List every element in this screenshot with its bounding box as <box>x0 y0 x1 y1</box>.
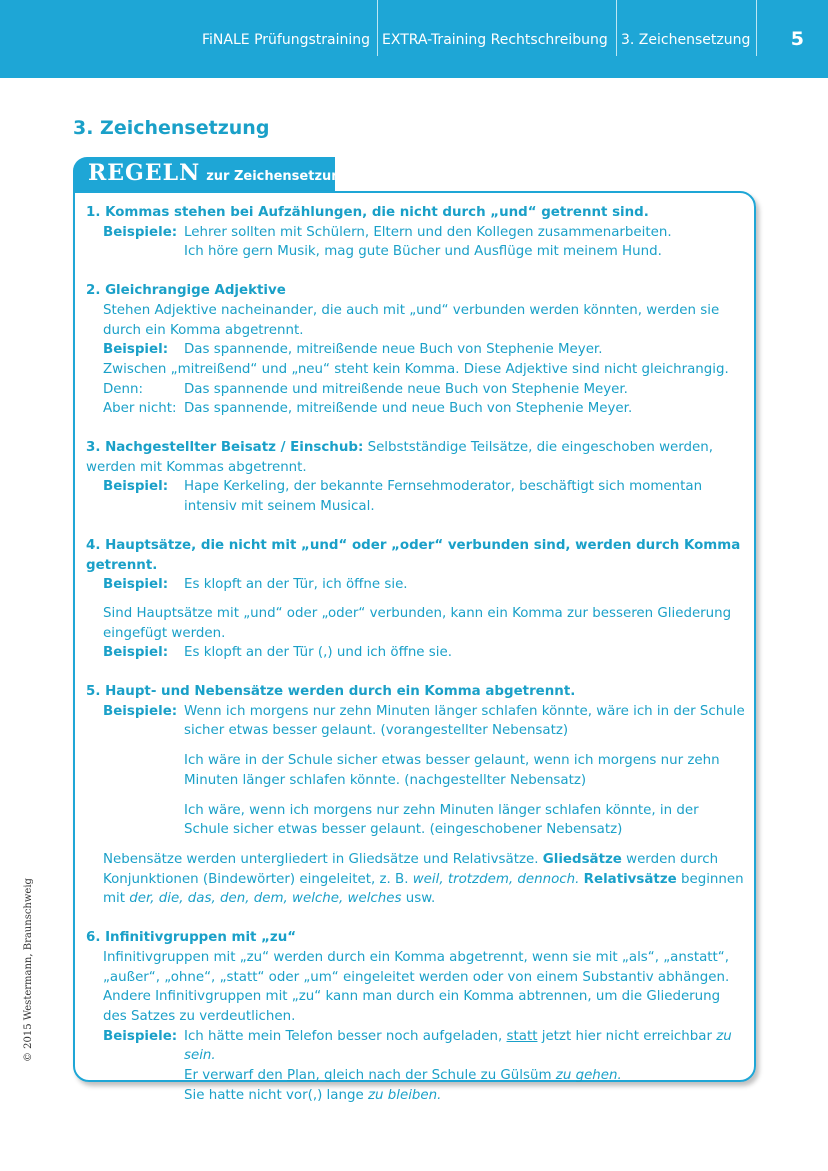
example-label: Beispiel: <box>103 577 169 593</box>
header-separator <box>377 0 378 56</box>
example-text: Hape Kerkeling, der bekannte Fernsehmoderator, beschäftigt sich momentan intensiv mit seinem Musical. <box>184 479 703 515</box>
rule-heading: 5. Haupt- und Nebensätze werden durch ein Komma abgetrennt. <box>86 684 576 700</box>
page-title: 3. Zeichensetzung <box>73 117 270 139</box>
rule-3 <box>86 438 746 517</box>
copyright-notice: © 2015 Westermann, Braunschweig <box>23 878 34 1062</box>
example-label: Aber nicht: <box>103 401 177 417</box>
page-number: 5 <box>790 28 804 50</box>
rules-tab-title: REGELN <box>88 160 201 186</box>
example-label: Beispiel: <box>103 645 169 661</box>
rules-tab-subtitle: zur Zeichensetzung <box>206 169 350 184</box>
rule-4 <box>86 536 746 663</box>
rule-paragraph: Stehen Adjektive nacheinander, die auch mit „und“ verbunden werden könnten, werden sie durch ein Komma abgetrennt. <box>103 302 720 338</box>
rule-paragraph: Infinitivgruppen mit „zu“ werden durch ein Komma abgetrennt, wenn sie mit „als“, „anstatt“, „außer“, „ohne“, „statt“ oder „um“ eingeleitet werden oder von einem Substantiv abhängen. <box>103 949 730 985</box>
header-series: FiNALE Prüfungstraining <box>202 32 370 48</box>
header-bar <box>0 0 828 78</box>
header-chapter: 3. Zeichensetzung <box>621 32 751 48</box>
rule-6 <box>86 928 746 1105</box>
rule-5 <box>86 682 746 909</box>
example-text: Es klopft an der Tür (,) und ich öffne sie. <box>184 645 452 661</box>
rule-2 <box>86 281 746 419</box>
example-text: Sie hatte nicht vor(,) lange zu bleiben. <box>184 1087 442 1103</box>
example-label: Beispiele: <box>103 1028 178 1044</box>
rules-content <box>86 203 746 1105</box>
rules-tab <box>73 157 350 191</box>
example-text: Ich hätte mein Telefon besser noch aufgeladen, statt jetzt hier nicht erreichbar zu sein. <box>184 1028 732 1064</box>
example-label: Beispiele: <box>103 224 178 240</box>
rule-heading: 4. Hauptsätze, die nicht mit „und“ oder „oder“ verbunden sind, werden durch Komma getrennt. <box>86 537 741 573</box>
example-text: Lehrer sollten mit Schülern, Eltern und den Kollegen zusammenarbeiten. <box>184 224 672 240</box>
header-book: EXTRA-Training Rechtschreibung <box>382 32 608 48</box>
example-label: Beispiele: <box>103 703 178 719</box>
example-text: Ich wäre in der Schule sicher etwas besser gelaunt, wenn ich morgens nur zehn Minuten länger schlafen könnte. (nachgestellter Nebensatz) <box>184 753 720 788</box>
rule-text: Selbstständige Teilsätze, die eingeschoben werden, werden mit Kommas abgetrennt. <box>86 440 714 475</box>
header-separator <box>616 0 617 56</box>
example-text: Es klopft an der Tür, ich öffne sie. <box>184 577 408 593</box>
example-text: Ich wäre, wenn ich morgens nur zehn Minuten länger schlafen könnte, in der Schule sicher etwas besser gelaunt. (eingeschobener Nebensatz) <box>184 802 699 838</box>
rule-heading: 3. Nachgestellter Beisatz / Einschub: <box>86 440 364 456</box>
rule-note: Zwischen „mitreißend“ und „neu“ steht kein Komma. Diese Adjektive sind nicht gleichrangig. <box>103 361 729 377</box>
example-text: Wenn ich morgens nur zehn Minuten länger schlafen könnte, wäre ich in der Schule sicher etwas besser gelaunt. (vorangestellter Nebensatz) <box>184 703 745 739</box>
rule-paragraph: Sind Hauptsätze mit „und“ oder „oder“ verbunden, kann ein Komma zur besseren Gliederung eingefügt werden. <box>103 605 732 641</box>
example-label: Beispiel: <box>103 479 169 495</box>
example-text: Das spannende und mitreißende neue Buch von Stephenie Meyer. <box>184 381 628 397</box>
example-label: Beispiel: <box>103 342 169 358</box>
rule-paragraph <box>86 438 746 477</box>
rule-paragraph: Nebensätze werden untergliedert in Gliedsätze und Relativsätze. Gliedsätze werden durch Konjunktionen (Bindewörter) eingeleitet, z. B. weil, trotzdem, dennoch. Relativsätze beginnen mit der, die, das, den, dem, welche, welches usw. <box>103 851 744 907</box>
header-separator <box>756 0 757 56</box>
example-text: Das spannende, mitreißende neue Buch von Stephenie Meyer. <box>184 342 603 358</box>
example-text: Ich höre gern Musik, mag gute Bücher und Ausflüge mit meinem Hund. <box>184 244 662 260</box>
rule-heading: 1. Kommas stehen bei Aufzählungen, die nicht durch „und“ getrennt sind. <box>86 205 649 220</box>
rule-paragraph: Andere Infinitivgruppen mit „zu“ kann man durch ein Komma abtrennen, um die Gliederung des Satzes zu verdeutlichen. <box>103 989 721 1024</box>
rule-heading: 6. Infinitivgruppen mit „zu“ <box>86 930 297 946</box>
rule-heading: 2. Gleichrangige Adjektive <box>86 283 286 299</box>
example-text: Das spannende, mitreißende und neue Buch von Stephenie Meyer. <box>184 401 633 417</box>
example-label: Denn: <box>103 381 144 397</box>
rule-1 <box>86 203 746 262</box>
example-text: Er verwarf den Plan, gleich nach der Schule zu Gülsüm zu gehen. <box>184 1068 622 1084</box>
